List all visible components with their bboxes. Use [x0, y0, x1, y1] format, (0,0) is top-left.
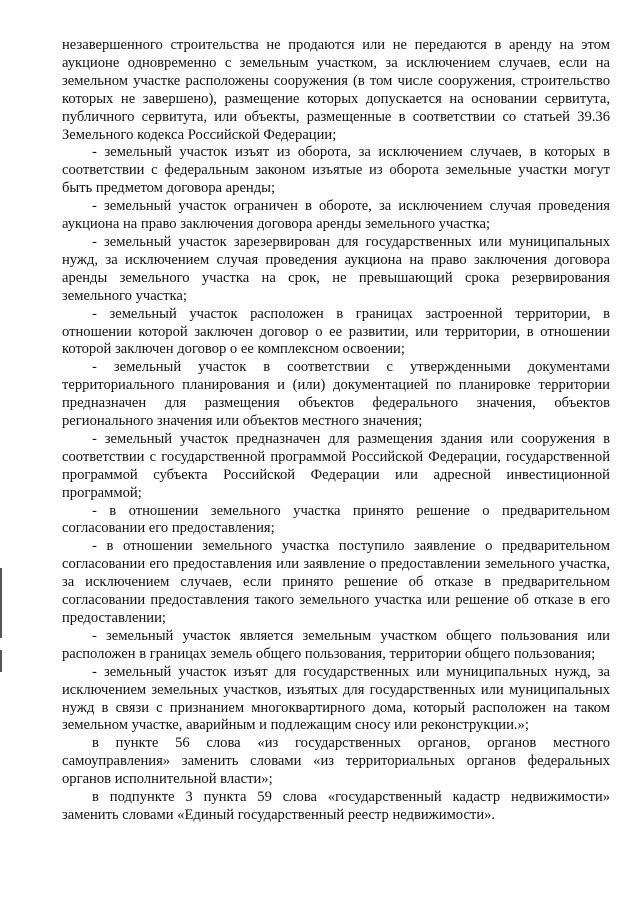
scan-edge-mark [0, 650, 2, 672]
paragraph-clause-56-amendment: в пункте 56 слова «из государственных органов, органов местного самоуправления» заменить словами «из территориальных органов федеральных органов исполнительной власти»; [62, 735, 610, 788]
paragraph-clause-59-amendment: в подпункте 3 пункта 59 слова «государственный кадастр недвижимости» заменить словами «Единый государственный реестр недвижимости». [62, 789, 610, 823]
paragraph-restricted-circulation: - земельный участок ограничен в обороте, за исключением случая проведения аукциона на право заключения договора аренды земельного участка; [62, 198, 610, 233]
paragraph-seized-for-state-needs: - земельный участок изъят для государственных или муниципальных нужд, за исключением земельных участков, изъятых для государственных или муниципальных нужд в связи с признанием многоквартирного дома, который расположен на таком земельном участке, аварийным и подлежащим сносу или реконструкции.»; [62, 663, 610, 734]
paragraph-state-program: - земельный участок предназначен для размещения здания или сооружения в соответствии с государственной программой Российской Федерации, государственной программой субъекта Российской Федерации или адресной инвестиционной программой; [62, 430, 610, 501]
paragraph-application-received: - в отношении земельного участка поступило заявление о предварительном согласовании его предоставления или заявление о предоставлении земельного участка, за исключением случаев, если принято решение об отказе в предварительном согласовании предоставления такого земельного участка или решение об отказе в его предоставлении; [62, 538, 610, 626]
paragraph-built-up-territory: - земельный участок расположен в границах застроенной территории, в отношении которой заключен договор о ее развитии, или территории, в отношении которой заключен договор о ее комплексном освоении; [62, 305, 610, 358]
paragraph-withdrawn-from-circulation: - земельный участок изъят из оборота, за исключением случаев, в которых в соответствии с федеральным законом изъятые из оборота земельные участки могут быть предметом договора аренды; [62, 144, 610, 197]
paragraph-continuation: незавершенного строительства не продаются или не передаются в аренду на этом аукционе одновременно с земельным участком, за исключением случаев, если на земельном участке расположены сооружения (в том числе сооружения, строительство которых не завершено), размещение которых допускается на основании сервитута, публичного сервитута, или объекты, размещенные в соответствии со статьей 39.36 Земельного кодекса Российской Федерации; [62, 37, 610, 143]
paragraph-territorial-planning: - земельный участок в соответствии с утвержденными документами территориального планирования и (или) документацией по планировке территории предназначен для размещения объектов федерального значения, объектов регионального значения или объектов местного значения; [62, 359, 610, 430]
document-body [62, 37, 610, 825]
paragraph-public-use-land: - земельный участок является земельным участком общего пользования или расположен в границах земель общего пользования, территории общего пользования; [62, 627, 610, 662]
scan-edge-mark [0, 568, 2, 638]
paragraph-reserved-for-state-needs: - земельный участок зарезервирован для государственных или муниципальных нужд, за исключением случая проведения аукциона на право заключения договора аренды земельного участка на срок, не превышающий срока резервирования земельного участка; [62, 233, 610, 304]
paragraph-preliminary-approval-decision: - в отношении земельного участка принято решение о предварительном согласовании его предоставления; [62, 502, 610, 537]
